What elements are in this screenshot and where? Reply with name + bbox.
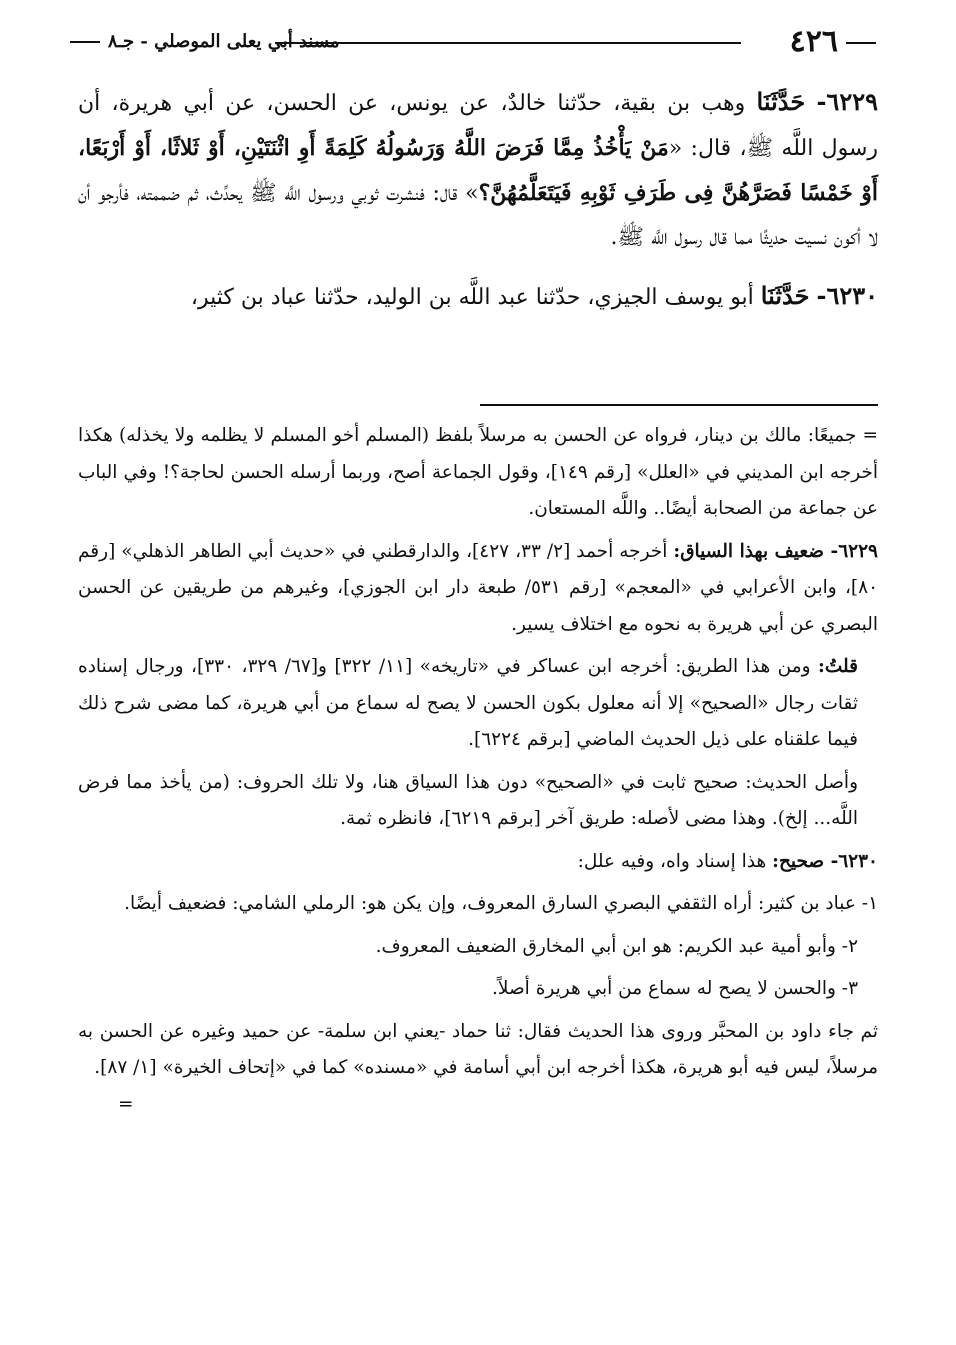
page-number: ٤٢٦	[790, 22, 876, 62]
footnote-lead: ٦٢٣٠- صحيح:	[772, 850, 878, 872]
footnote-illa-2: ٢- وأبو أمية عبد الكريم: هو ابن أبي المخارق الضعيف المعروف.	[375, 935, 858, 957]
footnotes	[78, 418, 878, 1123]
footnote-separator	[480, 404, 878, 406]
running-head	[70, 22, 876, 62]
footnote-6229	[78, 534, 878, 644]
book-title: مسند أبي يعلى الموصلي - جـ٨	[70, 22, 340, 62]
footnote-illa-1: ١- عباد بن كثير: أراه الثقفي البصري السارق المعروف، وإن يكن هو: الرملي الشامي: فضعيف أيضًا.	[124, 893, 878, 914]
footnote-text: ومن هذا الطريق: أخرجه ابن عساكر في «تاريخه» [١١/ ٣٢٢] و[٦٧/ ٣٢٩، ٣٣٠]، ورجال إسناده ثقات رجال «الصحيح» إلا أنه معلول بكون الحسن لا يصح له سماع من أبي هريرة، كما مضى شرح ذلك فيما علقناه على ذيل الحديث الماضي [برقم ٦٢٢٤].	[78, 656, 858, 750]
footnote-continuation: = جميعًا: مالك بن دينار، فرواه عن الحسن به مرسلاً بلفظ (المسلم أخو المسلم لا يظلمه ولا يخذله) هكذا أخرجه ابن المديني في «العلل» [رقم ١٤٩]، وقول الجماعة أصح، وربما أرسله الحسن لحاجة؟! وفي الباب عن جماعة من الصحابة أيضًا.. واللَّه المستعان.	[78, 425, 878, 519]
hadith-6229	[78, 80, 878, 260]
hadith-isnad: أبو يوسف الجيزي، حدّثنا عبد اللَّه بن الوليد، حدّثنا عباد بن كثير،	[190, 285, 761, 310]
footnote-qultu	[78, 649, 878, 759]
haddathana-word: حَدَّثَنَا	[756, 87, 806, 116]
header-rule	[275, 42, 741, 44]
continuation-mark: =	[118, 1093, 134, 1115]
hadith-number: ٦٢٢٩-	[816, 87, 878, 116]
haddathana-word: حَدَّثَنَا	[760, 281, 810, 310]
footnote-final	[78, 1014, 878, 1115]
hadith-rest: » قال: فنشرت ثوبي ورسول اللَّه ﷺ يحدِّث، ثم ضممته، فأرجو أن لا أكون نسيت حديثًا مما قال رسول اللَّه ﷺ.	[78, 181, 878, 250]
footnote-6230	[78, 844, 878, 881]
hadith-number: ٦٢٣٠-	[816, 281, 878, 310]
hadith-matn: مَنْ يَأْخُذُ مِمَّا فَرَضَ اللَّهُ وَرَسُولُهُ كَلِمَةً أَوِ اثْنَتَيْنِ، أَوْ ثَلاثًا، أَوْ أَرْبَعًا، أَوْ خَمْسًا فَصَرَّهُنَّ فِى طَرَفِ ثَوْبِهِ فَيَتَعَلَّمُهُنَّ؟	[78, 135, 878, 206]
footnote-text: أخرجه أحمد [٢/ ٣٣، ٤٢٧]، والدارقطني في «حديث أبي الطاهر الذهلي» [رقم ٨٠]، وابن الأعرابي في «المعجم» [رقم ٥٣١/ طبعة دار ابن الجوزي]، وغيرهم من طريقين عن الحسن البصري عن أبي هريرة به نحوه مع اختلاف يسير.	[78, 540, 879, 635]
main-text	[78, 80, 878, 320]
footnote-asl: وأصل الحديث: صحيح ثابت في «الصحيح» دون هذا السياق هنا، ولا تلك الحروف: (من يأخذ مما فرض اللَّه... إلخ). وهذا مضى لأصله: طريق آخر [برقم ٦٢١٩]، فانظره ثمة.	[78, 771, 858, 829]
hadith-isnad: وهب بن بقية، حدّثنا خالدٌ، عن يونس، عن الحسن، عن أبي هريرة، أن رسول اللَّه ﷺ، قال: «	[78, 91, 879, 161]
hadith-6230	[78, 274, 878, 320]
footnote-text: هذا إسناد واه، وفيه علل:	[577, 850, 773, 872]
footnote-illa-3: ٣- والحسن لا يصح له سماع من أبي هريرة أصلاً.	[492, 978, 858, 999]
footnote-text: ثم جاء داود بن المحبَّر وروى هذا الحديث فقال: ثنا حماد -يعني ابن سلمة- عن حميد وغيره عن الحسن به مرسلاً، ليس فيه أبو هريرة، هكذا أخرجه ابن أبي أسامة في «مسنده» كما في «إتحاف الخيرة» [١/ ٨٧].	[78, 1020, 878, 1078]
footnote-lead: قلتُ:	[818, 656, 858, 677]
footnote-lead: ٦٢٢٩- ضعيف بهذا السياق:	[673, 540, 878, 562]
